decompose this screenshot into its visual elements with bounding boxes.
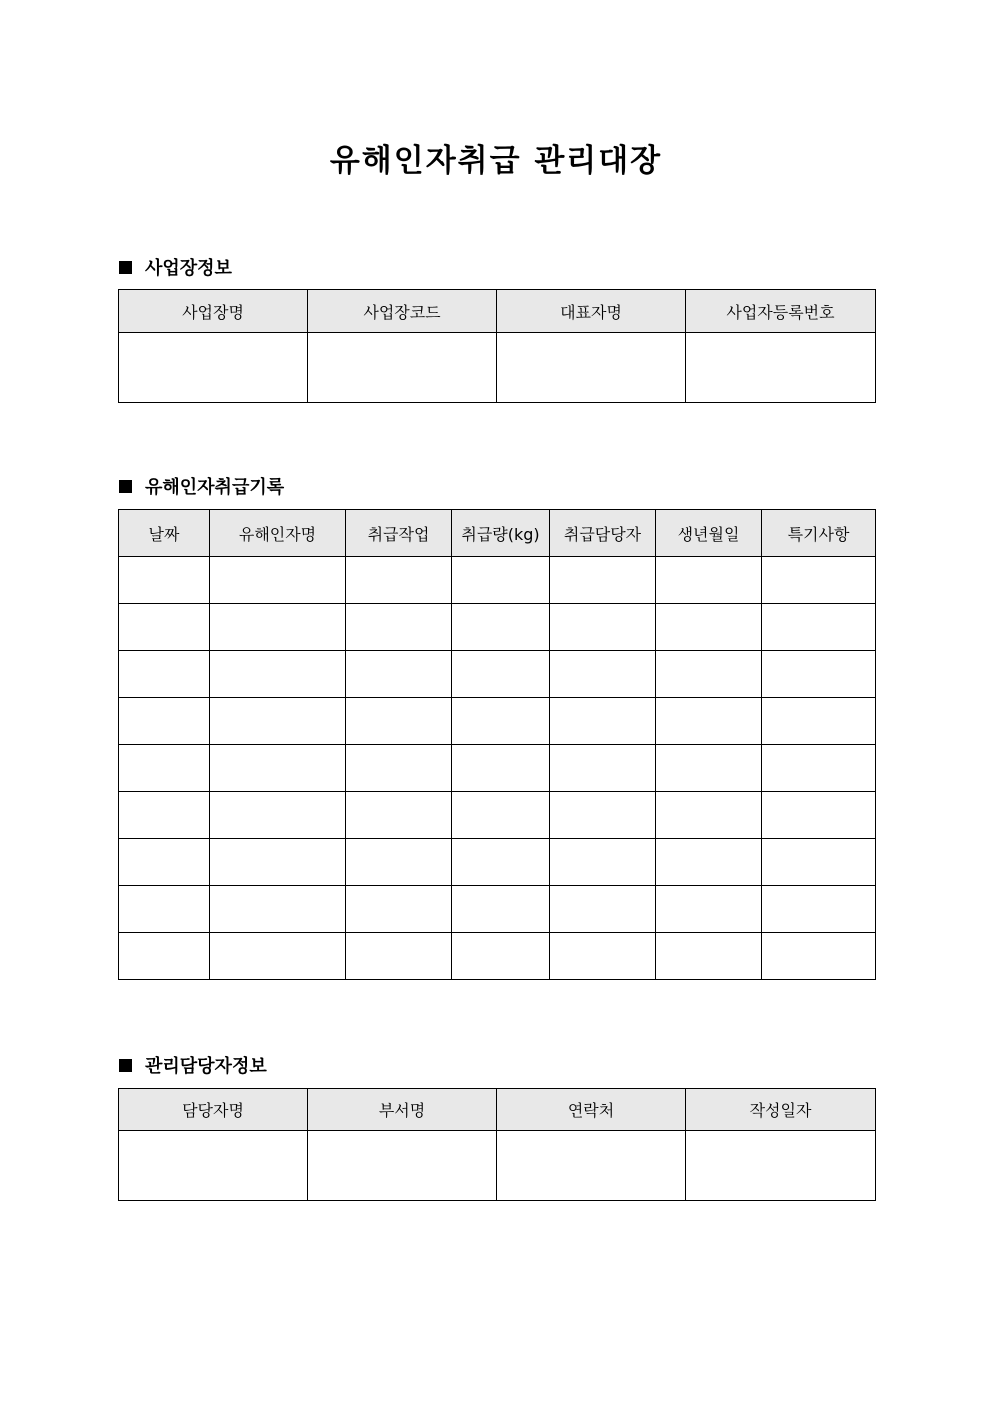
- birthdate-cell[interactable]: [656, 839, 762, 886]
- remarks-cell[interactable]: [762, 698, 876, 745]
- site-code-cell[interactable]: [308, 333, 497, 403]
- factor-name-cell[interactable]: [210, 698, 346, 745]
- birthdate-cell[interactable]: [656, 933, 762, 980]
- header-remarks: 특기사항: [762, 510, 876, 557]
- header-site-name: 사업장명: [119, 290, 308, 333]
- task-cell[interactable]: [346, 933, 452, 980]
- amount-cell[interactable]: [452, 651, 550, 698]
- page-title: 유해인자취급 관리대장: [329, 143, 663, 179]
- amount-cell[interactable]: [452, 698, 550, 745]
- contact-cell[interactable]: [497, 1131, 686, 1201]
- birthdate-cell[interactable]: [656, 745, 762, 792]
- handler-cell[interactable]: [550, 604, 656, 651]
- table-row: [119, 933, 876, 980]
- table-row: [119, 333, 876, 403]
- remarks-cell[interactable]: [762, 604, 876, 651]
- factor-name-cell[interactable]: [210, 933, 346, 980]
- handling-record-table: [118, 509, 876, 980]
- section-heading-site-info: [119, 254, 232, 280]
- date-cell[interactable]: [119, 745, 210, 792]
- amount-cell[interactable]: [452, 745, 550, 792]
- remarks-cell[interactable]: [762, 651, 876, 698]
- table-row: [119, 604, 876, 651]
- amount-cell[interactable]: [452, 839, 550, 886]
- task-cell[interactable]: [346, 745, 452, 792]
- header-department: 부서명: [308, 1089, 497, 1131]
- table-header-row: [119, 290, 876, 333]
- section-heading-label: 유해인자취급기록: [145, 477, 285, 498]
- date-cell[interactable]: [119, 698, 210, 745]
- handler-cell[interactable]: [550, 651, 656, 698]
- task-cell[interactable]: [346, 557, 452, 604]
- date-cell[interactable]: [119, 839, 210, 886]
- manager-info-table: [118, 1088, 876, 1201]
- header-site-code: 사업장코드: [308, 290, 497, 333]
- factor-name-cell[interactable]: [210, 557, 346, 604]
- birthdate-cell[interactable]: [656, 792, 762, 839]
- date-cell[interactable]: [119, 651, 210, 698]
- written-date-cell[interactable]: [686, 1131, 876, 1201]
- table-row: [119, 698, 876, 745]
- handler-cell[interactable]: [550, 698, 656, 745]
- department-cell[interactable]: [308, 1131, 497, 1201]
- date-cell[interactable]: [119, 792, 210, 839]
- remarks-cell[interactable]: [762, 933, 876, 980]
- date-cell[interactable]: [119, 886, 210, 933]
- handler-cell[interactable]: [550, 745, 656, 792]
- header-birthdate: 생년월일: [656, 510, 762, 557]
- header-handler: 취급담당자: [550, 510, 656, 557]
- header-manager-name: 담당자명: [119, 1089, 308, 1131]
- factor-name-cell[interactable]: [210, 886, 346, 933]
- header-amount: 취급량(kg): [452, 510, 550, 557]
- remarks-cell[interactable]: [762, 839, 876, 886]
- remarks-cell[interactable]: [762, 745, 876, 792]
- date-cell[interactable]: [119, 557, 210, 604]
- task-cell[interactable]: [346, 839, 452, 886]
- date-cell[interactable]: [119, 933, 210, 980]
- business-number-cell[interactable]: [686, 333, 876, 403]
- table-row: [119, 557, 876, 604]
- table-row: [119, 792, 876, 839]
- header-contact: 연락처: [497, 1089, 686, 1131]
- table-row: [119, 886, 876, 933]
- task-cell[interactable]: [346, 886, 452, 933]
- birthdate-cell[interactable]: [656, 557, 762, 604]
- header-representative: 대표자명: [497, 290, 686, 333]
- table-row: [119, 1131, 876, 1201]
- handler-cell[interactable]: [550, 886, 656, 933]
- birthdate-cell[interactable]: [656, 886, 762, 933]
- remarks-cell[interactable]: [762, 886, 876, 933]
- table-row: [119, 839, 876, 886]
- section-heading-label: 관리담당자정보: [145, 1056, 267, 1077]
- record-body: [119, 557, 876, 980]
- factor-name-cell[interactable]: [210, 604, 346, 651]
- section-heading-handling-record: [119, 473, 284, 499]
- square-bullet-icon: [119, 480, 132, 493]
- birthdate-cell[interactable]: [656, 698, 762, 745]
- remarks-cell[interactable]: [762, 792, 876, 839]
- amount-cell[interactable]: [452, 886, 550, 933]
- table-row: [119, 651, 876, 698]
- handler-cell[interactable]: [550, 792, 656, 839]
- birthdate-cell[interactable]: [656, 651, 762, 698]
- square-bullet-icon: [119, 1059, 132, 1072]
- handler-cell[interactable]: [550, 839, 656, 886]
- amount-cell[interactable]: [452, 933, 550, 980]
- header-written-date: 작성일자: [686, 1089, 876, 1131]
- task-cell[interactable]: [346, 792, 452, 839]
- factor-name-cell[interactable]: [210, 651, 346, 698]
- section-heading-manager-info: [119, 1052, 267, 1078]
- table-row: [119, 745, 876, 792]
- task-cell[interactable]: [346, 698, 452, 745]
- task-cell[interactable]: [346, 604, 452, 651]
- date-cell[interactable]: [119, 604, 210, 651]
- header-business-number: 사업자등록번호: [686, 290, 876, 333]
- representative-cell[interactable]: [497, 333, 686, 403]
- birthdate-cell[interactable]: [656, 604, 762, 651]
- square-bullet-icon: [119, 261, 132, 274]
- amount-cell[interactable]: [452, 792, 550, 839]
- header-task: 취급작업: [346, 510, 452, 557]
- handler-cell[interactable]: [550, 933, 656, 980]
- factor-name-cell[interactable]: [210, 745, 346, 792]
- amount-cell[interactable]: [452, 604, 550, 651]
- manager-name-cell[interactable]: [119, 1131, 308, 1201]
- table-header-row: [119, 1089, 876, 1131]
- handler-cell[interactable]: [550, 557, 656, 604]
- amount-cell[interactable]: [452, 557, 550, 604]
- site-info-table: [118, 289, 876, 403]
- header-factor-name: 유해인자명: [210, 510, 346, 557]
- section-heading-label: 사업장정보: [145, 258, 232, 279]
- site-name-cell[interactable]: [119, 333, 308, 403]
- table-header-row: [119, 510, 876, 557]
- factor-name-cell[interactable]: [210, 839, 346, 886]
- remarks-cell[interactable]: [762, 557, 876, 604]
- factor-name-cell[interactable]: [210, 792, 346, 839]
- task-cell[interactable]: [346, 651, 452, 698]
- header-date: 날짜: [119, 510, 210, 557]
